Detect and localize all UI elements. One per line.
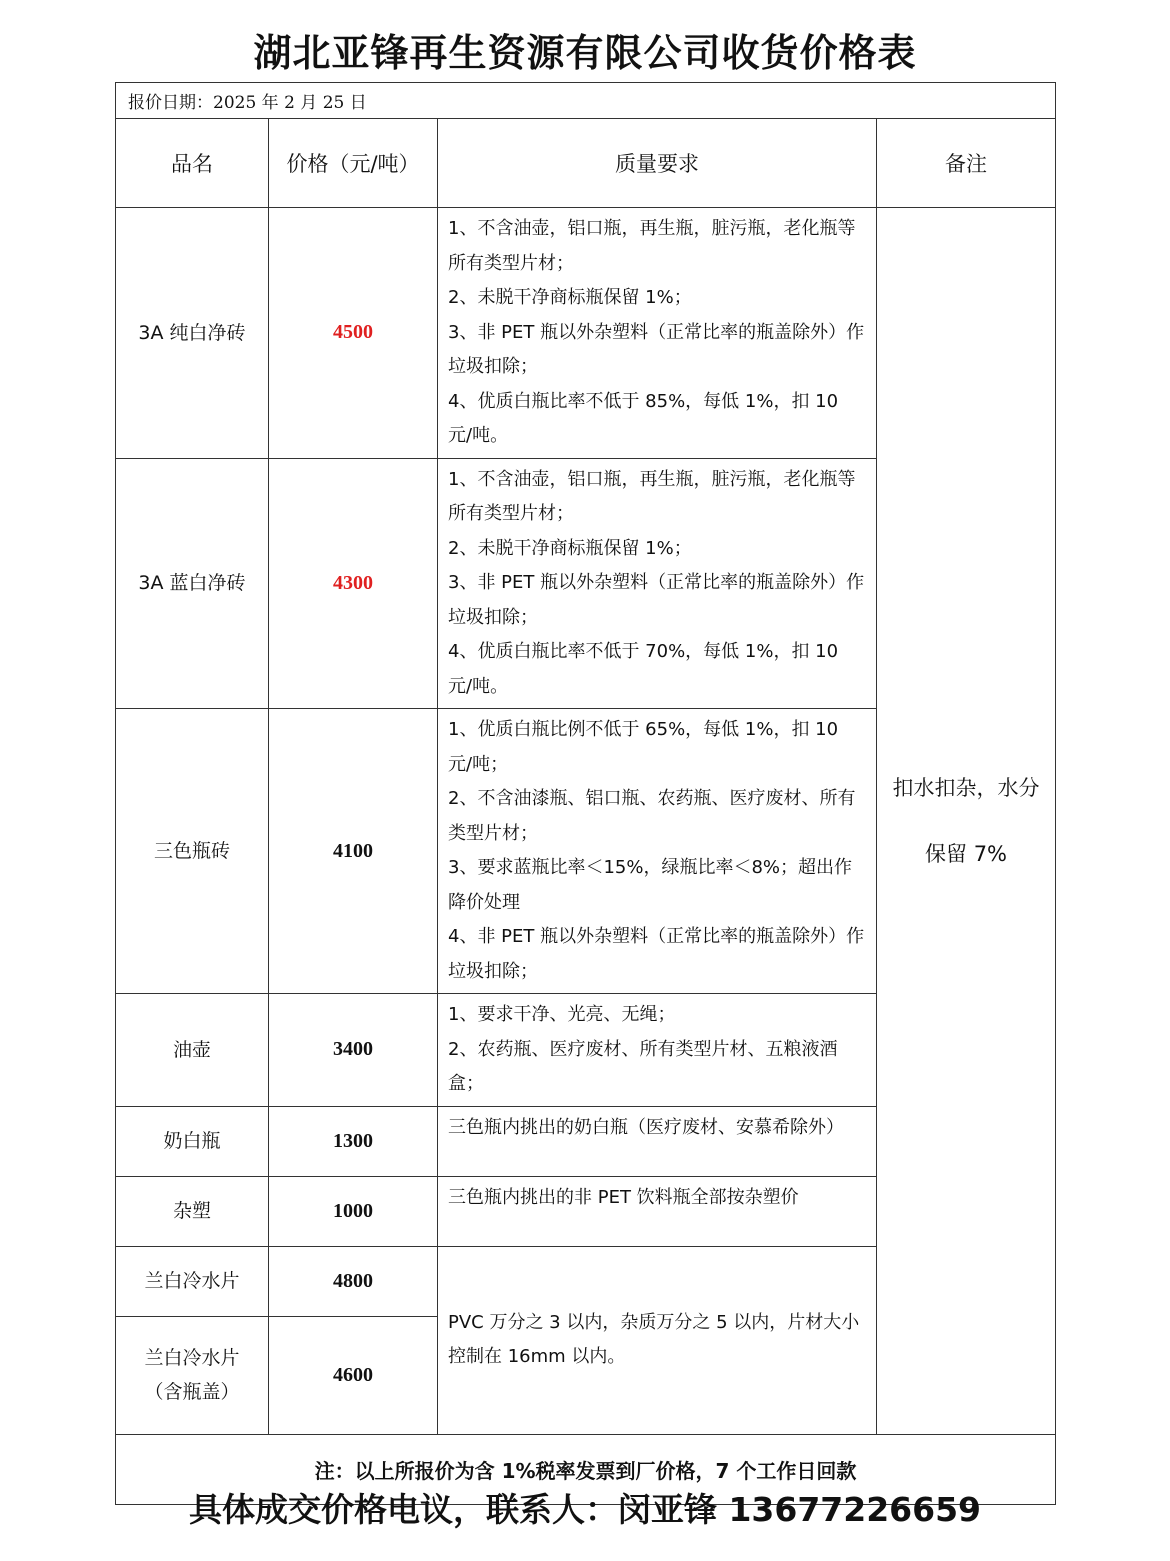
requirement-item: 2、不含油漆瓶、铝口瓶、农药瓶、医疗废材、所有类型片材；: [448, 788, 856, 844]
product-name: 油壶: [116, 994, 269, 1107]
requirement-item: 1、不含油壶，铝口瓶，再生瓶，脏污瓶，老化瓶等所有类型片材；: [448, 218, 856, 274]
product-name-line: 兰白冷水片: [144, 1347, 240, 1369]
header-quality: 质量要求: [438, 119, 877, 208]
table-row: [116, 208, 1056, 459]
requirement-item: 三色瓶内挑出的非 PET 饮料瓶全部按杂塑价: [448, 1186, 799, 1208]
requirement-item: 1、优质白瓶比例不低于 65%，每低 1%，扣 10 元/吨；: [448, 719, 839, 775]
requirement-item: 2、未脱干净商标瓶保留 1%；: [448, 287, 692, 308]
header-price: 价格（元/吨）: [269, 119, 438, 208]
product-name: 3A 蓝白净砖: [116, 458, 269, 709]
requirement-item: 3、非 PET 瓶以外杂塑料（正常比率的瓶盖除外）作垃圾扣除；: [448, 572, 865, 628]
product-name-line: （含瓶盖）: [144, 1381, 240, 1403]
requirement-item: 2、未脱干净商标瓶保留 1%；: [448, 537, 692, 559]
requirement-item: 3、非 PET 瓶以外杂塑料（正常比率的瓶盖除外）作垃圾扣除；: [448, 321, 865, 377]
shared-quality-requirements: [438, 1246, 877, 1434]
requirement-item: 1、不含油壶，铝口瓶，再生瓶，脏污瓶，老化瓶等所有类型片材；: [448, 468, 856, 524]
product-name: 3A 纯白净砖: [116, 208, 269, 459]
product-price: 1000: [269, 1176, 438, 1246]
remark-line: 扣水扣杂，水分: [892, 775, 1040, 800]
requirement-item: 3、要求蓝瓶比率＜15%，绿瓶比率＜8%；超出作降价处理: [448, 857, 853, 913]
requirement-item: PVC 万分之 3 以内，杂质万分之 5 以内，片材大小控制在 16mm 以内。: [448, 1311, 860, 1367]
requirement-item: 2、农药瓶、医疗废材、所有类型片材、五粮液酒盒；: [448, 1038, 838, 1094]
page-title: 湖北亚锋再生资源有限公司收货价格表: [253, 31, 917, 75]
header-remark: 备注: [877, 119, 1056, 208]
requirement-item: 4、优质白瓶比率不低于 70%，每低 1%，扣 10 元/吨。: [448, 641, 839, 697]
product-price: 1300: [269, 1106, 438, 1176]
header-row: [116, 119, 1056, 208]
quality-requirements: [438, 709, 877, 994]
product-name: [116, 1316, 269, 1434]
product-price: 4800: [269, 1246, 438, 1316]
product-price: 4500: [269, 208, 438, 459]
requirement-item: 4、非 PET 瓶以外杂塑料（正常比率的瓶盖除外）作垃圾扣除；: [448, 926, 865, 982]
price-table: [115, 82, 1056, 1505]
requirement-item: 三色瓶内挑出的奶白瓶（医疗废材、安慕希除外）: [448, 1116, 844, 1138]
note-text: 注：以上所报价为含 1%税率发票到厂价格，7 个工作日回款: [116, 1434, 1056, 1504]
quality-requirements: [438, 994, 877, 1107]
remark-cell: [877, 208, 1056, 1435]
product-price: 4300: [269, 458, 438, 709]
date-row: [116, 83, 1056, 119]
quality-requirements: [438, 1176, 877, 1246]
product-name: 杂塑: [116, 1176, 269, 1246]
requirement-item: 4、优质白瓶比率不低于 85%，每低 1%，扣 10 元/吨。: [448, 390, 839, 446]
product-price: 3400: [269, 994, 438, 1107]
requirement-item: 1、要求干净、光亮、无绳；: [448, 1004, 676, 1025]
contact-footer: 具体成交价格电议，联系人：闵亚锋 13677226659: [188, 1490, 982, 1529]
quality-requirements: [438, 208, 877, 459]
product-price: 4100: [269, 709, 438, 994]
quality-requirements: [438, 458, 877, 709]
product-name: 兰白冷水片: [116, 1246, 269, 1316]
product-name: 三色瓶砖: [116, 709, 269, 994]
quote-date: 报价日期：2025 年 2 月 25 日: [116, 83, 1056, 119]
product-price: 4600: [269, 1316, 438, 1434]
header-name: 品名: [116, 119, 269, 208]
product-name: 奶白瓶: [116, 1106, 269, 1176]
quality-requirements: [438, 1106, 877, 1176]
remark-line: 保留 7%: [925, 841, 1008, 866]
